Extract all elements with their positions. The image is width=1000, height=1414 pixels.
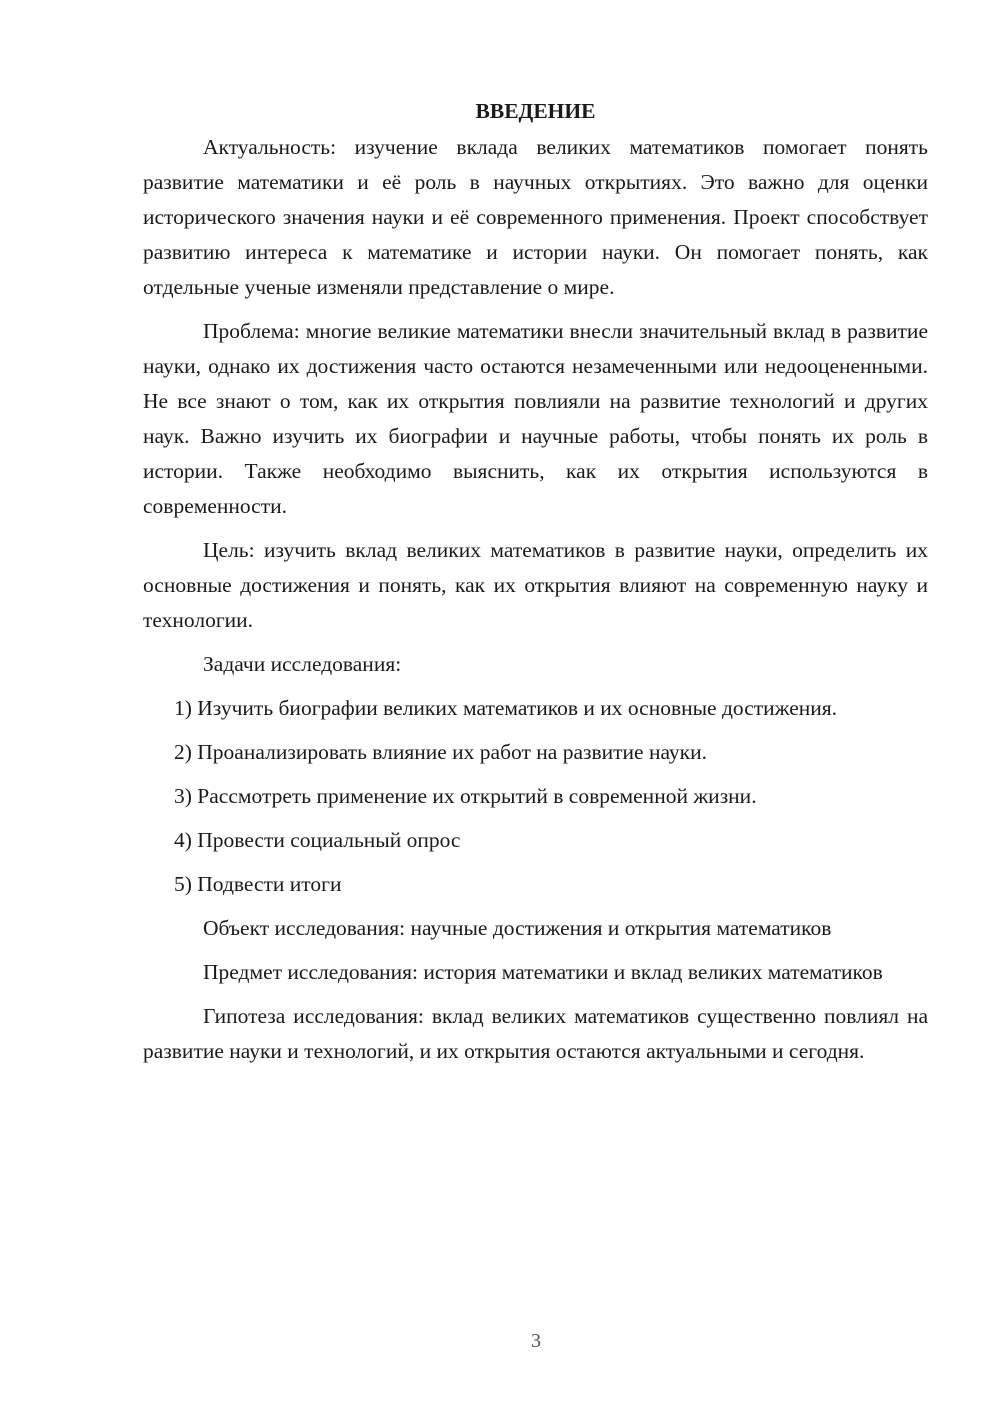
- paragraph-hypothesis: Гипотеза исследования: вклад великих математиков существенно повлиял на развитие науки и технологий, и их открытия остаются актуальными и сегодня.: [143, 1004, 928, 1063]
- task-item-3: 3) Рассмотреть применение их открытий в современной жизни.: [174, 784, 757, 808]
- paragraph-object: Объект исследования: научные достижения и открытия математиков: [203, 916, 832, 940]
- paragraph-goal: Цель: изучить вклад великих математиков в развитие науки, определить их основные достижения и понять, как их открытия влияют на современную науку и технологии.: [143, 538, 928, 632]
- task-item-2: 2) Проанализировать влияние их работ на развитие науки.: [174, 740, 707, 764]
- tasks-title: Задачи исследования:: [203, 652, 402, 676]
- page-number: 3: [531, 1330, 541, 1352]
- task-item-5: 5) Подвести итоги: [174, 872, 342, 896]
- paragraph-problem: Проблема: многие великие математики внесли значительный вклад в развитие науки, однако их достижения часто остаются незамеченными или недооцененными. Не все знают о том, как их открытия повлияли на развитие технологий и других наук. Важно изучить их биографии и научные работы, чтобы понять их роль в истории. Также необходимо выяснить, как их открытия используются в современности.: [143, 319, 928, 518]
- section-heading: ВВЕДЕНИЕ: [475, 99, 596, 123]
- document-page: [143, 92, 928, 1078]
- task-item-1: 1) Изучить биографии великих математиков и их основные достижения.: [174, 696, 838, 720]
- paragraph-relevance: Актуальность: изучение вклада великих математиков помогает понять развитие математики и её роль в научных открытиях. Это важно для оценки исторического значения науки и её современного применения. Проект способствует развитию интереса к математике и истории науки. Он помогает понять, как отдельные ученые изменяли представление о мире.: [143, 135, 928, 299]
- paragraph-subject: Предмет исследования: история математики и вклад великих математиков: [203, 960, 883, 984]
- task-item-4: 4) Провести социальный опрос: [174, 828, 461, 852]
